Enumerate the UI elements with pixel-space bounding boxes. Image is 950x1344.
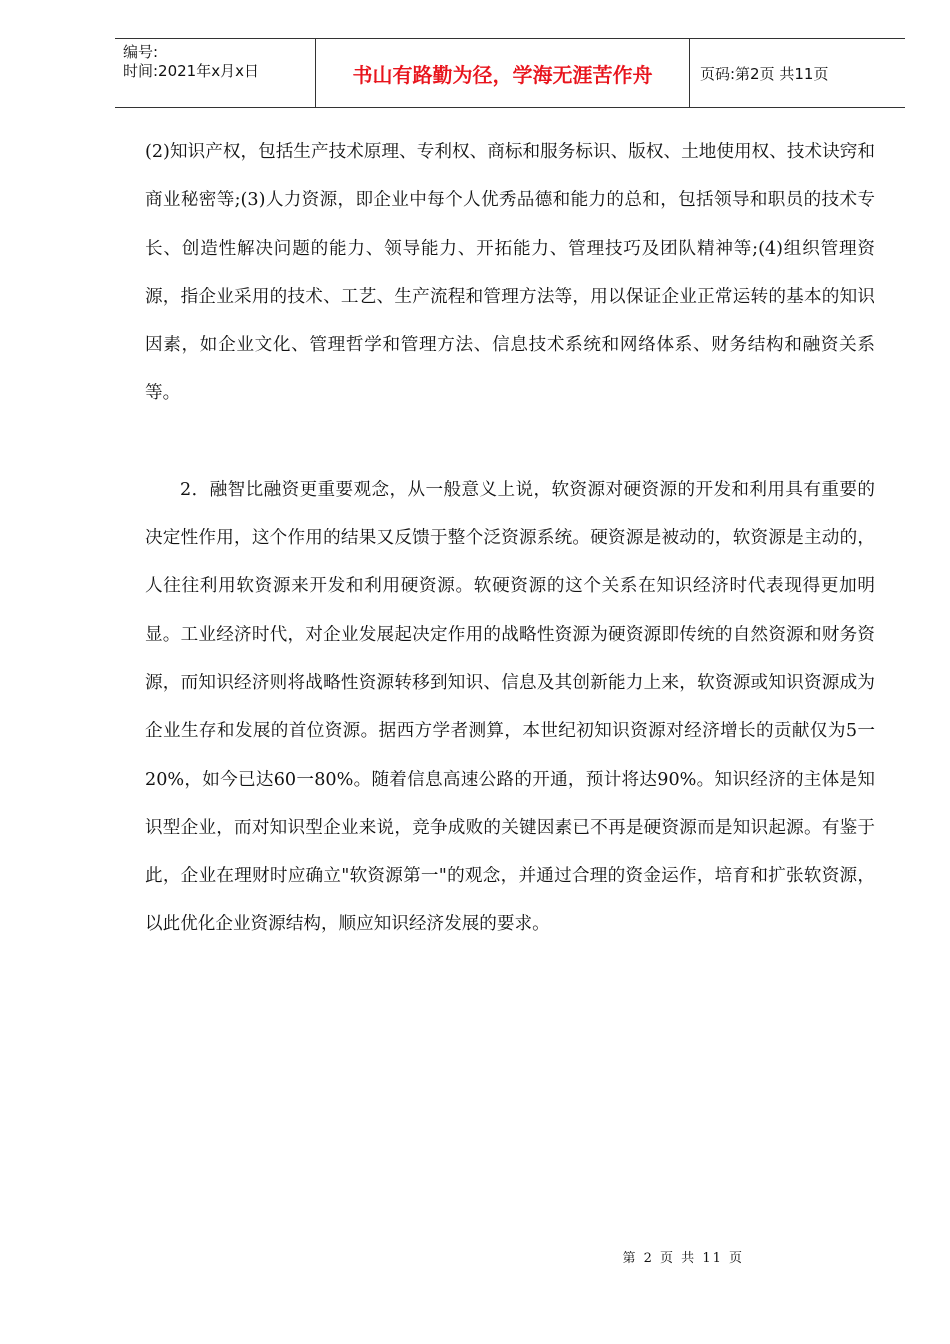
header-page-info: 页码:第2页 共11页 [700, 64, 829, 83]
header-motto: 书山有路勤为径，学海无涯苦作舟 [315, 39, 690, 107]
page-footer [0, 1247, 950, 1266]
paragraph-soft-resources: 2．融智比融资更重要观念，从一般意义上说，软资源对硬资源的开发和利用具有重要的决定性作用，这个作用的结果又反馈于整个泛资源系统。硬资源是被动的，软资源是主动的，人往往利用软资源来开发和利用硬资源。软硬资源的这个关系在知识经济时代表现得更加明显。工业经济时代，对企业发展起决定作用的战略性资源为硬资源即传统的自然资源和财务资源，而知识经济则将战略性资源转移到知识、信息及其创新能力上来，软资源或知识资源成为企业生存和发展的首位资源。据西方学者测算，本世纪初知识资源对经济增长的贡献仅为5一20%，如今已达60一80%。随着信息高速公路的开通，预计将达90%。知识经济的主体是知识型企业，而对知识型企业来说，竞争成败的关键因素已不再是硬资源而是知识起源。有鉴于此，企业在理财时应确立"软资源第一"的观念，并通过合理的资金运作，培育和扩张软资源，以此优化企业资源结构，顺应知识经济发展的要求。 [145, 479, 875, 935]
header-meta [115, 39, 315, 107]
document-body [145, 128, 875, 949]
footer-page-number: 第 2 页 共 11 页 [622, 1251, 744, 1266]
page-header [115, 38, 905, 108]
paragraph-knowledge-resources: (2)知识产权，包括生产技术原理、专利权、商标和服务标识、版权、土地使用权、技术诀窍和商业秘密等;(3)人力资源，即企业中每个人优秀品德和能力的总和，包括领导和职员的技术专长、创造性解决问题的能力、领导能力、开拓能力、管理技巧及团队精神等;(4)组织管理资源，指企业采用的技术、工艺、生产流程和管理方法等，用以保证企业正常运转的基本的知识因素，如企业文化、管理哲学和管理方法、信息技术系统和网络体系、财务结构和融资关系等。 [145, 142, 875, 404]
date-label: 时间:2021年x月x日 [123, 62, 259, 80]
serial-number-label: 编号: [123, 43, 159, 61]
